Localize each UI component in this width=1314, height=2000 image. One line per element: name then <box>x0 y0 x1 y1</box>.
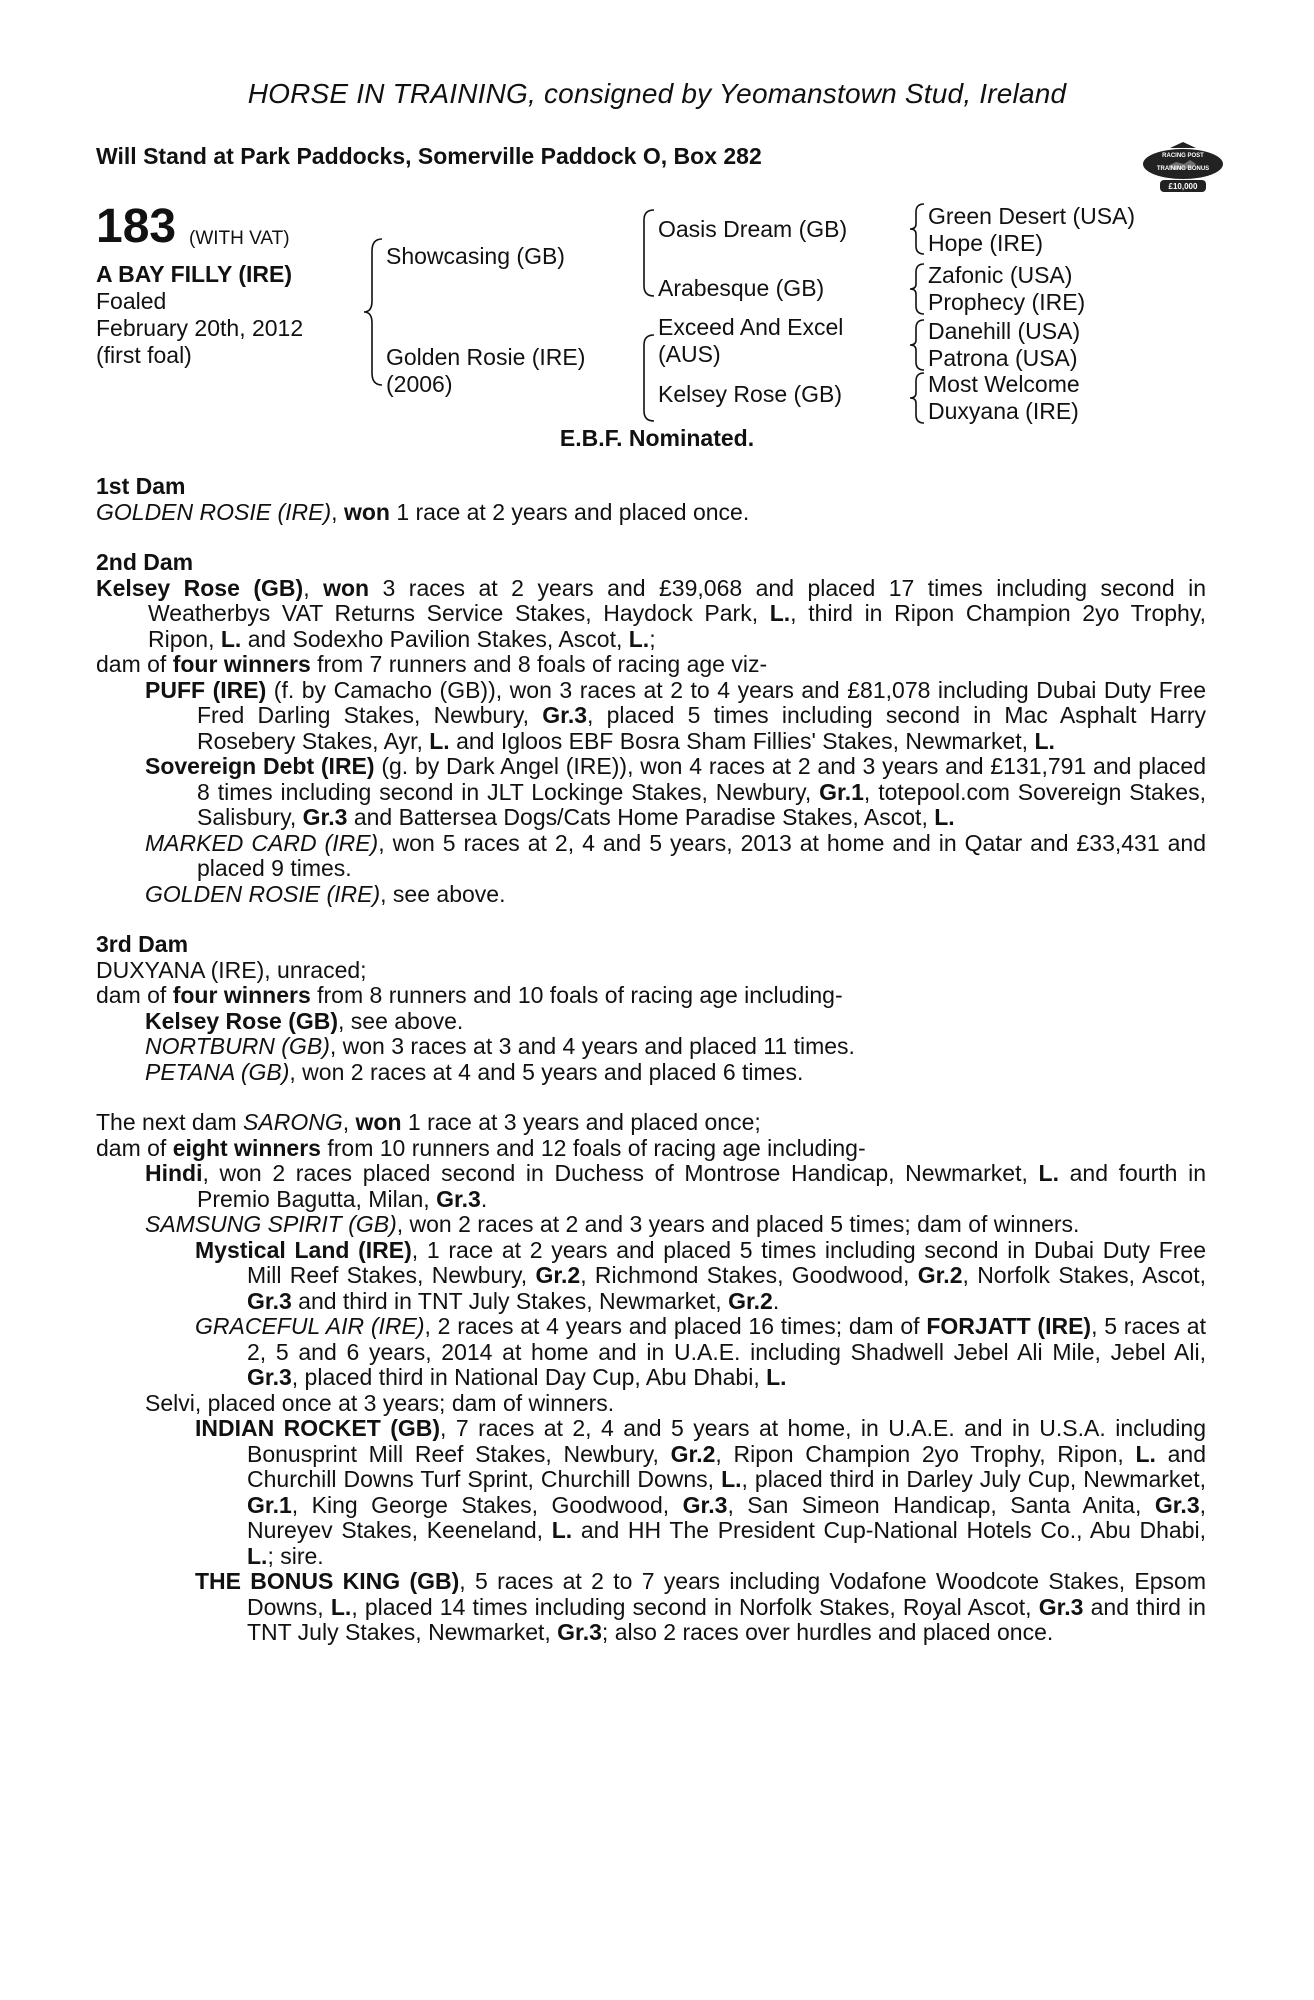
b: L. <box>429 727 450 754</box>
b: eight winners <box>172 1134 321 1161</box>
b: L. <box>1034 727 1055 754</box>
t: , placed 14 times including second in Norfolk Stakes, Royal Ascot, <box>351 1593 1039 1620</box>
b: Gr.2 <box>917 1262 963 1288</box>
second-dam-heading: 2nd Dam <box>96 549 194 575</box>
first-dam-text: 1 race at 2 years and placed once. <box>389 498 750 525</box>
b: four winners <box>172 651 311 677</box>
horse-name-bold: INDIAN ROCKET (GB) <box>195 1415 441 1441</box>
b: Gr.3 <box>302 804 348 830</box>
second-dam-won: won <box>323 574 370 601</box>
b: Gr.3 <box>247 1364 292 1390</box>
first-dam-line: GOLDEN ROSIE (IRE), won 1 race at 2 years and placed once. <box>96 498 750 525</box>
produce-petana <box>96 1060 1206 1086</box>
t: and Igloos EBF Bosra Sham Fillies' Stakes, Newmarket, <box>449 727 1035 754</box>
horse-name-italic: MARKED CARD (IRE) <box>145 829 379 856</box>
pedigree-dam-name: Golden Rosie (IRE) <box>386 344 586 370</box>
pedigree-gen3-8: Duxyana (IRE) <box>928 398 1079 424</box>
badge-middle-text: TRAINING BONUS <box>1156 166 1210 172</box>
t: , won 2 races placed second in Duchess of Montrose Handicap, Newmarket, <box>202 1160 1039 1186</box>
produce-marked-card <box>96 831 1206 882</box>
b: Gr.3 <box>1038 1593 1084 1620</box>
b: Gr.3 <box>682 1491 728 1518</box>
pedigree-gen3-2: Hope (IRE) <box>928 230 1044 256</box>
t: (g. by Dark Angel (IRE)), won 4 races at 2 and 3 years and £131,791 and placed 8 times including second in JLT Lockinge Stakes, Newbury, <box>197 753 1206 805</box>
t: and third in TNT July Stakes, Newmarket, <box>247 1593 1206 1645</box>
foaled-date: February 20th, 2012 <box>96 315 304 341</box>
foaled-info <box>96 288 303 369</box>
pedigree-dam-dam: Kelsey Rose (GB) <box>658 381 843 407</box>
horse-name-italic: GRACEFUL AIR (IRE) <box>195 1313 425 1339</box>
t: and Battersea Dogs/Cats Home Paradise Stakes, Ascot, <box>347 804 935 830</box>
t: from 10 runners and 12 foals of racing age including- <box>320 1134 866 1161</box>
b: Gr.2 <box>535 1262 581 1288</box>
b: L. <box>769 600 791 626</box>
ebf-nominated: E.B.F. Nominated. <box>559 425 755 451</box>
badge-amount-text: £10,000 <box>1168 182 1198 191</box>
t: ; <box>649 625 656 652</box>
produce-indian-rocket <box>96 1416 1206 1569</box>
pedigree-gen3-3: Zafonic (USA) <box>928 262 1073 288</box>
t: dam of <box>96 651 173 677</box>
pedigree-gen3-1: Green Desert (USA) <box>928 203 1136 229</box>
t: , third in Ripon Champion 2yo Trophy, Ripon, <box>148 600 1206 652</box>
b: L. <box>628 625 650 652</box>
pedigree-brace-3 <box>636 333 658 423</box>
second-dam-produce <box>96 652 1206 678</box>
t: , 7 races at 2, 4 and 5 years at home, in U.A.E. and in U.S.A. including Bonusprint Mill Reef Stakes, Newbury, <box>247 1415 1206 1467</box>
produce-golden-rosie <box>96 882 1206 908</box>
t: ; sire. <box>267 1542 324 1569</box>
t: , San Simeon Handicap, Santa Anita, <box>727 1491 1155 1518</box>
t: . <box>480 1185 488 1212</box>
lot-vat: (WITH VAT) <box>189 228 290 249</box>
b: L. <box>1135 1440 1156 1467</box>
pedigree-sire: Showcasing (GB) <box>386 243 565 269</box>
next-dam-name: SARONG <box>243 1109 343 1135</box>
produce-samsung-spirit <box>96 1212 1206 1238</box>
page-title: HORSE IN TRAINING, consigned by Yeomanstown Stud, Ireland <box>247 78 1067 109</box>
pedigree-sire-sire: Oasis Dream (GB) <box>658 216 848 242</box>
first-dam-won: won <box>343 498 390 525</box>
pedigree-brace-2 <box>636 208 658 298</box>
pedigree-dam-sire-name: Exceed And Excel <box>658 314 844 340</box>
t: 3 races at 2 years and £39,068 and placed 17 times including second in Weatherbys VAT Returns Service Stakes, Haydock Park, <box>148 574 1207 626</box>
t: and third in TNT July Stakes, Newmarket, <box>291 1287 729 1314</box>
horse-name-bold: THE BONUS KING (GB) <box>195 1568 460 1594</box>
t: 1 race at 3 years and placed once; <box>401 1109 761 1135</box>
produce-graceful-air <box>96 1314 1206 1391</box>
t: dam of <box>96 982 173 1008</box>
pedigree-brace-6 <box>906 318 928 372</box>
pedigree-dam <box>386 344 585 398</box>
b: Gr.1 <box>247 1491 292 1518</box>
badge-top-text: RACING POST <box>1162 153 1204 159</box>
t: , Norfolk Stakes, Ascot, <box>962 1262 1207 1288</box>
pedigree-dam-sire <box>658 314 843 368</box>
b: L. <box>220 625 242 652</box>
produce-kelsey-rose <box>96 1009 1206 1035</box>
training-bonus-badge <box>1140 140 1226 202</box>
horse-name-italic: NORTBURN (GB) <box>145 1033 330 1059</box>
t: , 5 races at 2 to 7 years including Vodafone Woodcote Stakes, Epsom Downs, <box>247 1568 1206 1620</box>
b: L. <box>934 804 955 830</box>
pedigree-brace-1 <box>360 237 386 387</box>
t: , won 2 races at 2 and 3 years and placed 5 times; dam of winners. <box>396 1211 1080 1237</box>
produce-the-bonus-king <box>96 1569 1206 1646</box>
b: Gr.1 <box>819 778 864 805</box>
t: , see above. <box>338 1007 464 1034</box>
third-dam-line: DUXYANA (IRE), unraced; <box>96 956 367 983</box>
t: , placed third in Darley July Cup, Newmarket, <box>741 1466 1206 1492</box>
b: Gr.2 <box>728 1287 773 1314</box>
t: , King George Stakes, Goodwood, <box>291 1491 683 1518</box>
next-dam-produce <box>96 1136 1206 1162</box>
t: , Ripon Champion 2yo Trophy, Ripon, <box>715 1440 1136 1467</box>
produce-hindi <box>96 1161 1206 1212</box>
horse-name-bold: Mystical Land (IRE) <box>195 1236 412 1263</box>
lot-number: 183 <box>96 200 177 253</box>
t: (f. by Camacho (GB)), won 3 races at 2 to 4 years and £81,078 including Dubai Duty Free Fred Darling Stakes, Newbury, <box>197 676 1206 728</box>
produce-selvi: Selvi, placed once at 3 years; dam of winners. <box>145 1389 615 1416</box>
t: , see above. <box>380 880 506 907</box>
b: Gr.3 <box>247 1287 292 1314</box>
b: four winners <box>172 982 311 1008</box>
b: Gr.2 <box>670 1440 716 1467</box>
pedigree-brace-7 <box>906 371 928 425</box>
pedigree-gen3-5: Danehill (USA) <box>928 318 1081 344</box>
horse-name: A BAY FILLY (IRE) <box>96 261 292 287</box>
t: , 5 races at 2, 5 and 6 years, 2014 at home and in U.A.E. including Shadwell Jebel Ali Mile, Jebel Ali, <box>247 1313 1206 1365</box>
pedigree-gen3-6: Patrona (USA) <box>928 345 1078 371</box>
t: and Sodexho Pavilion Stakes, Ascot, <box>241 625 629 652</box>
b: L. <box>1038 1160 1059 1186</box>
training-bonus-badge-icon <box>1140 140 1226 202</box>
second-dam-line: Kelsey Rose (GB), won 3 races at 2 years and £39,068 and placed 17 times including second in Weatherbys VAT Returns Service Stakes, Haydock Park, L., third in Ripon Champion 2yo Trophy, Ripon, L. and Sodexho Pavilion Stakes, Ascot, L.; <box>96 574 1207 652</box>
b: Gr.3 <box>557 1619 602 1645</box>
produce-puff <box>96 678 1206 755</box>
produce-mystical-land <box>96 1238 1206 1315</box>
b: L. <box>330 1593 352 1620</box>
horse-name-bold: Hindi <box>145 1160 203 1186</box>
horse-name-bold: Kelsey Rose (GB) <box>145 1007 339 1034</box>
b: Gr.3 <box>1154 1491 1200 1518</box>
next-dam-line <box>96 1110 1206 1136</box>
pedigree-sire-dam: Arabesque (GB) <box>658 275 825 301</box>
t: , placed 5 times including second in Mac Asphalt Harry Rosebery Stakes, Ayr, <box>197 702 1207 754</box>
t: , placed third in National Day Cup, Abu Dhabi, <box>291 1364 767 1390</box>
b: Gr.3 <box>436 1185 481 1212</box>
t: . <box>772 1287 780 1314</box>
t: , totepool.com Sovereign Stakes, Salisbury, <box>197 778 1206 830</box>
foaled-label: Foaled <box>96 288 167 314</box>
t: dam of <box>96 1134 173 1161</box>
b: L. <box>551 1517 573 1543</box>
b: Gr.3 <box>542 702 588 728</box>
second-dam-name: Kelsey Rose (GB) <box>96 574 304 601</box>
pedigree-dam-sire-country: (AUS) <box>658 341 721 367</box>
pedigree-brace-5 <box>906 262 928 316</box>
t: , won 5 races at 2, 4 and 5 years, 2013 at home and in Qatar and £33,431 and placed 9 times. <box>197 829 1206 881</box>
horse-name-italic: SAMSUNG SPIRIT (GB) <box>145 1211 397 1237</box>
t: , Nureyev Stakes, Keeneland, <box>247 1491 1207 1543</box>
b: L. <box>721 1466 742 1492</box>
b: L. <box>247 1542 268 1569</box>
t: , won 2 races at 4 and 5 years and placed 6 times. <box>289 1058 804 1085</box>
b: won <box>355 1109 402 1135</box>
t: , 2 races at 4 years and placed 16 times; dam of <box>424 1313 927 1339</box>
produce-sovereign-debt <box>96 754 1206 831</box>
first-dam-name: GOLDEN ROSIE (IRE) <box>96 498 332 525</box>
horse-name-bold: Sovereign Debt (IRE) <box>145 753 375 779</box>
t: and HH The President Cup-National Hotels Co., Abu Dhabi, <box>572 1517 1206 1543</box>
pedigree-brace-4 <box>906 202 928 256</box>
pedigree-dam-year: (2006) <box>386 371 453 397</box>
horse-name-bold: FORJATT (IRE) <box>926 1313 1092 1339</box>
first-dam-heading: 1st Dam <box>96 473 186 499</box>
horse-name-bold: PUFF (IRE) <box>145 676 267 703</box>
t: , 1 race at 2 years and placed 5 times including second in Dubai Duty Free Mill Reef Stakes, Newbury, <box>247 1236 1206 1288</box>
t: from 7 runners and 8 foals of racing age viz- <box>310 651 768 677</box>
t: The next dam <box>96 1109 244 1135</box>
t: , <box>342 1109 356 1135</box>
horse-name-italic: GOLDEN ROSIE (IRE) <box>145 880 381 907</box>
stand-location: Will Stand at Park Paddocks, Somerville Paddock O, Box 282 <box>96 143 762 169</box>
third-dam-heading: 3rd Dam <box>96 931 189 957</box>
horse-name-italic: PETANA (GB) <box>145 1058 290 1085</box>
t: ; also 2 races over hurdles and placed once. <box>601 1619 1054 1645</box>
t: from 8 runners and 10 foals of racing age including- <box>310 982 843 1008</box>
t: and Churchill Downs Turf Sprint, Churchill Downs, <box>247 1440 1207 1492</box>
pedigree-gen3-7: Most Welcome <box>928 371 1080 397</box>
catalogue-body <box>96 474 1206 1646</box>
third-dam-produce <box>96 983 1206 1009</box>
t: , Richmond Stakes, Goodwood, <box>580 1262 918 1288</box>
t: and fourth in Premio Bagutta, Milan, <box>197 1160 1206 1212</box>
foal-note: (first foal) <box>96 342 192 368</box>
b: L. <box>766 1364 787 1390</box>
t: , won 3 races at 3 and 4 years and placed 11 times. <box>329 1033 855 1059</box>
pedigree-gen3-4: Prophecy (IRE) <box>928 289 1086 315</box>
produce-northburn <box>96 1034 1206 1060</box>
